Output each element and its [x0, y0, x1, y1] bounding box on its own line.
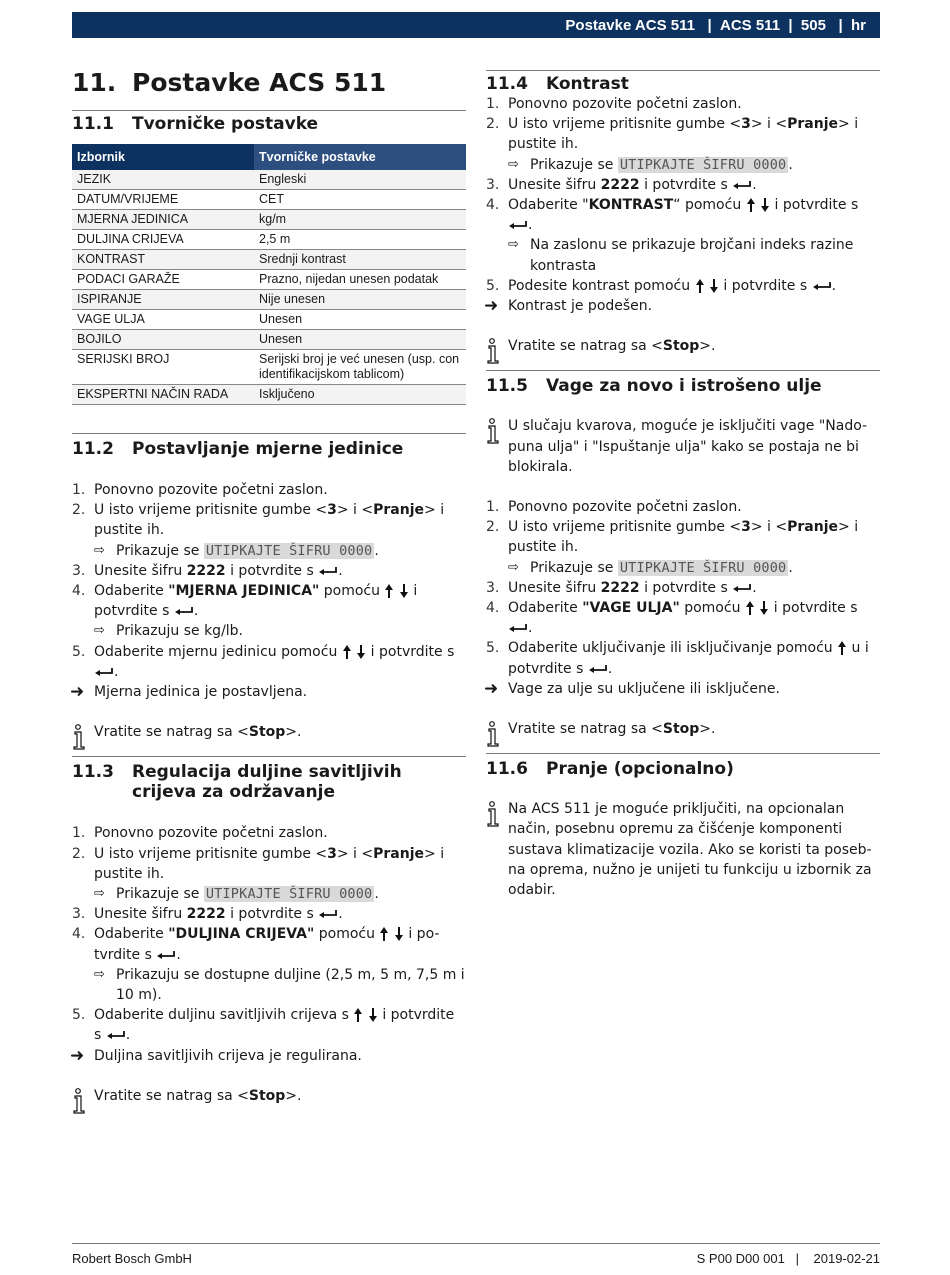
- info-note: Vratite se natrag sa <Stop>.: [72, 1086, 466, 1106]
- left-column: [72, 64, 466, 1106]
- section-title: 11.5 Vage za novo i istrošeno ulje: [486, 376, 822, 397]
- section-title: 11.6 Pranje (opcionalno): [486, 759, 734, 780]
- enter-icon: [732, 180, 752, 190]
- list-item: 4. Odaberite "VAGE ULJA" pomoću i potvrdite s .: [486, 600, 858, 637]
- list-item: 3. Unesite šifru 2222 i potvrdite s .: [72, 906, 343, 923]
- menu-cell: ISPIRANJE: [72, 290, 254, 310]
- menu-cell: EKSPERTNI NAČIN RADA: [72, 385, 254, 405]
- footer-company: Robert Bosch GmbH: [72, 1251, 192, 1266]
- arrow-up-icon: [353, 1007, 363, 1023]
- setting-cell: Prazno, nijedan unesen podatak: [254, 270, 466, 290]
- table-row: [72, 210, 466, 230]
- arrow-up-icon: [342, 644, 352, 660]
- table-row: [72, 270, 466, 290]
- section-11-5: [486, 370, 880, 739]
- info-note: Vratite se natrag sa <Stop>.: [486, 336, 880, 356]
- setting-cell: Unesen: [254, 330, 466, 350]
- arrow-up-icon: [837, 640, 847, 656]
- section-title: 11.2 Postavljanje mjerne jedinice: [72, 439, 404, 459]
- setting-cell: Serijski broj je već unesen (usp. con identifikacijskom tablicom): [254, 350, 466, 385]
- table-row: [72, 310, 466, 330]
- arrow-right-icon: ⇨: [94, 966, 105, 982]
- list-item: 3. Unesite šifru 2222 i potvrdite s .: [72, 562, 343, 579]
- table-header: Tvorničke postavke: [254, 144, 466, 170]
- footer-date: 2019-02-21: [813, 1251, 880, 1266]
- list-item: 5. Odaberite uključivanje ili isključivanje pomoću u i potvrdite s .: [486, 640, 869, 677]
- header-lang: hr: [851, 16, 866, 34]
- arrow-down-icon: [709, 278, 719, 294]
- result-arrow-icon: ➜: [70, 682, 85, 703]
- list-item: 2. U isto vrijeme pritisnite gumbe <3> i <Pranje> i pustite ih. ⇨ Prikazuje se UTIPKAJTE ŠIFRU 0000 .: [486, 517, 880, 578]
- arrow-up-icon: [384, 583, 394, 599]
- arrow-up-icon: [746, 197, 756, 213]
- section-11-3: [72, 756, 466, 1106]
- footer-doc-number: S P00 D00 001: [696, 1251, 785, 1266]
- setting-cell: CET: [254, 190, 466, 210]
- header-product: ACS 511: [720, 16, 781, 34]
- menu-cell: DULJINA CRIJEVA: [72, 230, 254, 250]
- setting-cell: Unesen: [254, 310, 466, 330]
- steps-list: [72, 823, 466, 1045]
- section-title: 11.3 Regulacija duljine savitljivih crijeva za održavanje: [72, 762, 402, 803]
- section-11-4: [486, 70, 880, 356]
- steps-list: [72, 480, 466, 682]
- steps-list: [486, 94, 880, 296]
- enter-icon: [812, 281, 832, 291]
- setting-cell: Srednji kontrast: [254, 250, 466, 270]
- chapter-title: 11. Postavke ACS 511: [72, 68, 387, 97]
- arrow-up-icon: [745, 600, 755, 616]
- arrow-down-icon: [394, 926, 404, 942]
- list-item: 1. Ponovno pozovite početni zaslon.: [486, 499, 742, 516]
- list-item: 2. U isto vrijeme pritisnite gumbe <3> i <Pranje> i pustite ih. ⇨ Prikazuje se UTIPKAJTE ŠIFRU 0000 .: [72, 844, 466, 905]
- list-item: 1. Ponovno pozovite početni zaslon.: [72, 825, 328, 842]
- list-item: 4. Odaberite "MJERNA JEDINICA" pomoću i potvrdite s . ⇨ Prikazuju se kg/lb.: [72, 581, 466, 642]
- enter-icon: [732, 583, 752, 593]
- result-arrow-icon: ➜: [484, 678, 499, 699]
- section-title: 11.4 Kontrast: [486, 74, 629, 94]
- enter-icon: [588, 664, 608, 674]
- lcd-text: UTIPKAJTE ŠIFRU 0000: [619, 559, 787, 576]
- footer-divider: [72, 1243, 880, 1244]
- lcd-text: UTIPKAJTE ŠIFRU 0000: [205, 542, 373, 559]
- page-header: Postavke ACS 511 | ACS 511 | 505 | hr: [72, 12, 880, 38]
- arrow-down-icon: [368, 1007, 378, 1023]
- arrow-down-icon: [356, 644, 366, 660]
- menu-cell: JEZIK: [72, 170, 254, 190]
- table-row: [72, 190, 466, 210]
- lcd-text: UTIPKAJTE ŠIFRU 0000: [619, 156, 787, 173]
- setting-cell: Nije unesen: [254, 290, 466, 310]
- right-column: [486, 70, 880, 900]
- menu-cell: VAGE ULJA: [72, 310, 254, 330]
- enter-icon: [508, 623, 528, 633]
- table-row: [72, 290, 466, 310]
- info-icon: [72, 1088, 88, 1114]
- info-note: Vratite se natrag sa <Stop>.: [486, 719, 880, 739]
- enter-icon: [174, 606, 194, 616]
- header-page: 505: [800, 16, 826, 34]
- menu-cell: BOJILO: [72, 330, 254, 350]
- result-line: ➜ Kontrast je podešen.: [484, 296, 653, 317]
- arrow-down-icon: [760, 197, 770, 213]
- enter-icon: [318, 566, 338, 576]
- table-header: Izbornik: [72, 144, 254, 170]
- section-11-2: [72, 433, 466, 742]
- table-row: [72, 230, 466, 250]
- factory-settings-table: [72, 144, 466, 405]
- list-item: 2. U isto vrijeme pritisnite gumbe <3> i <Pranje> i pustite ih. ⇨ Prikazuje se UTIPKAJTE ŠIFRU 0000 .: [486, 114, 880, 175]
- result-line: ➜ Mjerna jedinica je postavljena.: [70, 682, 308, 703]
- list-item: 4. Odaberite "DULJINA CRIJEVA" pomoću i po-tvrdite s . ⇨ Prikazuju se dostupne duljine (2,5 m, 5 m, 7,5 m i 10 m).: [72, 926, 465, 1004]
- list-item: 5. Odaberite duljinu savitljivih crijeva s i potvrdite s .: [72, 1007, 455, 1044]
- arrow-up-icon: [379, 926, 389, 942]
- lcd-text: UTIPKAJTE ŠIFRU 0000: [205, 886, 373, 903]
- arrow-down-icon: [759, 600, 769, 616]
- header-title: Postavke ACS 511: [565, 16, 695, 34]
- info-icon: [486, 721, 502, 747]
- info-note: Vratite se natrag sa <Stop>.: [72, 722, 466, 742]
- setting-cell: Isključeno: [254, 385, 466, 405]
- setting-cell: Engleski: [254, 170, 466, 190]
- list-item: 1. Ponovno pozovite početni zaslon.: [72, 482, 328, 498]
- arrow-down-icon: [399, 583, 409, 599]
- list-item: 1. Ponovno pozovite početni zaslon.: [486, 96, 742, 112]
- arrow-right-icon: ⇨: [508, 559, 519, 575]
- info-icon: [486, 418, 502, 444]
- result-arrow-icon: ➜: [484, 296, 499, 317]
- info-note: Na ACS 511 je moguće priključiti, na opcionalan način, posebnu opremu za čišćenje komponenti sustava klimatizacije vozila. Ako se koristi ta poseb-na oprema, nužno je unijeti tu funkciju u izbornik za odabir.: [486, 799, 880, 900]
- info-note: U slučaju kvarova, moguće je isključiti vage "Nado-puna ulja" i "Ispuštanje ulja" kako se postaja ne bi blokirala.: [486, 416, 880, 477]
- menu-cell: KONTRAST: [72, 250, 254, 270]
- list-item: 4. Odaberite "KONTRAST“ pomoću i potvrdite s . ⇨ Na zaslonu se prikazuje brojčani indeks razine kontrasta: [486, 197, 859, 274]
- enter-icon: [318, 909, 338, 919]
- enter-icon: [156, 950, 176, 960]
- enter-icon: [508, 220, 528, 230]
- section-title: 11.1 Tvorničke postavke: [72, 114, 319, 134]
- menu-cell: PODACI GARAŽE: [72, 270, 254, 290]
- section-11-1: [72, 110, 466, 405]
- enter-icon: [94, 667, 114, 677]
- setting-cell: 2,5 m: [254, 230, 466, 250]
- table-row: [72, 350, 466, 385]
- arrow-up-icon: [695, 278, 705, 294]
- menu-cell: MJERNA JEDINICA: [72, 210, 254, 230]
- arrow-right-icon: ⇨: [508, 237, 519, 253]
- result-line: ➜ Vage za ulje su uključene ili isključene.: [484, 678, 780, 699]
- result-line: ➜ Duljina savitljivih crijeva je regulirana.: [70, 1045, 362, 1066]
- info-icon: [72, 724, 88, 750]
- table-row: [72, 385, 466, 405]
- arrow-right-icon: ⇨: [94, 623, 105, 639]
- menu-cell: SERIJSKI BROJ: [72, 350, 254, 385]
- table-row: [72, 170, 466, 190]
- table-row: [72, 330, 466, 350]
- list-item: 3. Unesite šifru 2222 i potvrdite s .: [486, 579, 757, 596]
- arrow-right-icon: ⇨: [508, 156, 519, 172]
- enter-icon: [106, 1030, 126, 1040]
- list-item: 2. U isto vrijeme pritisnite gumbe <3> i <Pranje> i pustite ih. ⇨ Prikazuje se UTIPKAJTE ŠIFRU 0000 .: [72, 500, 466, 561]
- section-11-6: [486, 753, 880, 900]
- info-icon: [486, 338, 502, 364]
- footer-doc-info: S P00 D00 001 | 2019-02-21: [696, 1251, 880, 1266]
- list-item: 5. Podesite kontrast pomoću i potvrdite s .: [486, 277, 837, 294]
- arrow-right-icon: ⇨: [94, 886, 105, 902]
- steps-list: [486, 497, 880, 679]
- setting-cell: kg/m: [254, 210, 466, 230]
- info-icon: [486, 801, 502, 827]
- table-row: [72, 250, 466, 270]
- arrow-right-icon: ⇨: [94, 542, 105, 558]
- list-item: 3. Unesite šifru 2222 i potvrdite s .: [486, 176, 757, 193]
- menu-cell: DATUM/VRIJEME: [72, 190, 254, 210]
- result-arrow-icon: ➜: [70, 1045, 85, 1066]
- list-item: 5. Odaberite mjernu jedinicu pomoću i potvrdite s .: [72, 643, 455, 680]
